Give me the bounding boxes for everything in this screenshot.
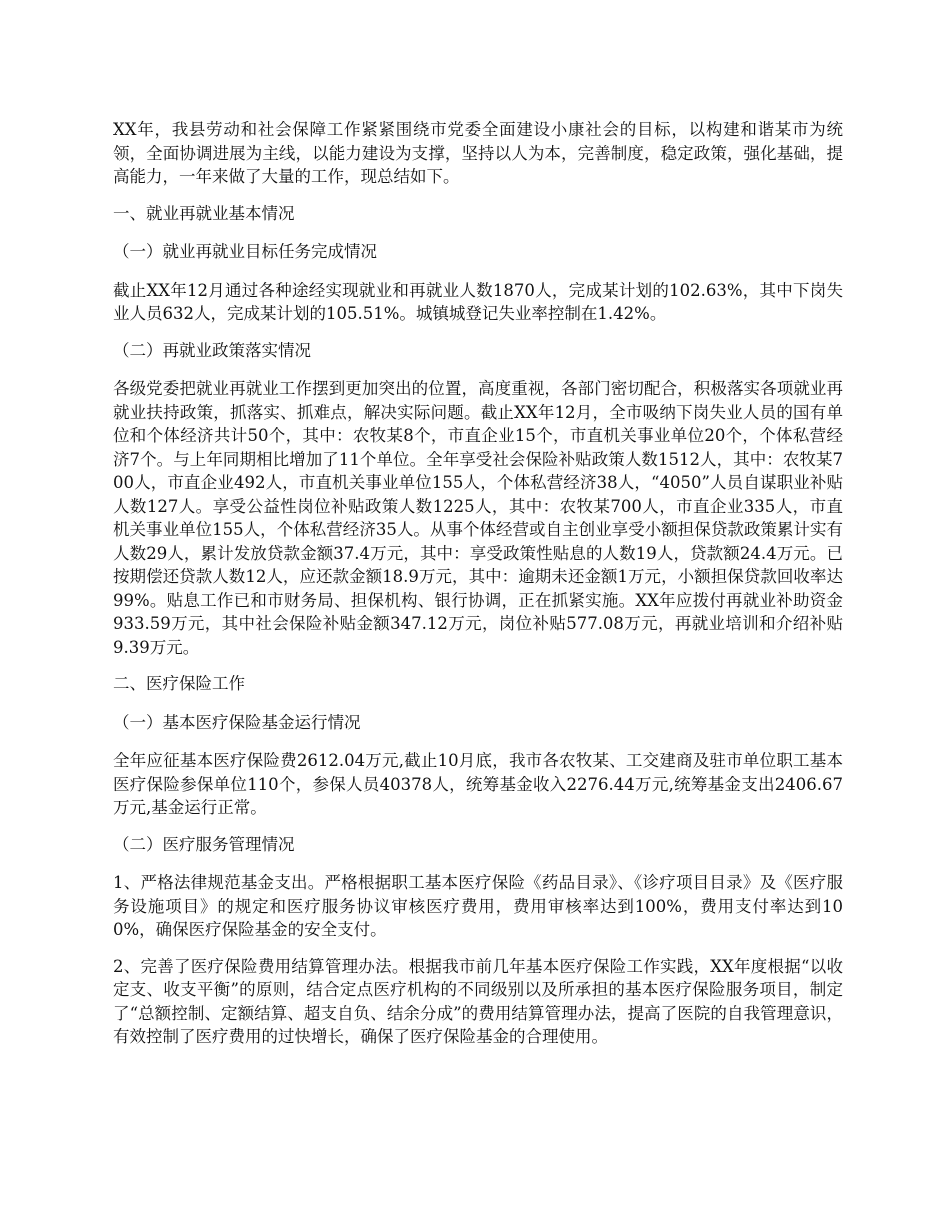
intro-paragraph: XX年，我县劳动和社会保障工作紧紧围绕市党委全面建设小康社会的目标，以构建和谐某市为统领，全面协调进展为主线，以能力建设为支撑，坚持以人为本，完善制度，稳定政策，强化基础，提高能力，一年来做了大量的工作，现总结如下。 <box>113 120 843 186</box>
section-2-list-item-2: 2、完善了医疗保险费用结算管理办法。根据我市前几年基本医疗保险工作实践，XX年度根据“以收定支、收支平衡”的原则，结合定点医疗机构的不同级别以及所承担的基本医疗保险服务项目，制定了“总额控制、定额结算、超支自负、结余分成”的费用结算管理办法，提高了医院的自我管理意识，有效控制了医疗费用的过快增长，确保了医疗保险基金的合理使用。 <box>113 956 843 1046</box>
document-page <box>113 118 843 1062</box>
section-1-paragraph-2: 各级党委把就业再就业工作摆到更加突出的位置，高度重视，各部门密切配合，积极落实各项就业再就业扶持政策，抓落实、抓难点，解决实际问题。截止XX年12月，全市吸纳下岗失业人员的国有单位和个体经济共计50个，其中：农牧某8个，市直企业15个，市直机关事业单位20个，个体私营经济7个。与上年同期相比增加了11个单位。全年享受社会保险补贴政策人数1512人，其中：农牧某700人，市直企业492人，市直机关事业单位155人，个体私营经济38人，“4050”人员自谋职业补贴人数127人。享受公益性岗位补贴政策人数1225人，其中：农牧某700人，市直企业335人，市直机关事业单位155人，个体私营经济35人。从事个体经营或自主创业享受小额担保贷款政策累计实有人数29人，累计发放贷款金额37.4万元，其中：享受政策性贴息的人数19人，贷款额24.4万元。已按期偿还贷款人数12人，应还款金额18.9万元，其中：逾期未还金额1万元，小额担保贷款回收率达99%。贴息工作已和市财务局、担保机构、银行协调，正在抓紧实施。XX年应拨付再就业补助资金933.59万元，其中社会保险补贴金额347.12万元，岗位补贴577.08万元，再就业培训和介绍补贴9.39万元。 <box>113 379 843 657</box>
section-2-subheading-2: （二）医疗服务管理情况 <box>113 834 295 854</box>
section-2-paragraph-1: 全年应征基本医疗保险费2612.04万元,截止10月底，我市各农牧某、工交建商及驻市单位职工基本医疗保险参保单位110个，参保人员40378人，统筹基金收入2276.44万元,统筹基金支出2406.67万元,基金运行正常。 <box>113 751 843 817</box>
section-2-list-item-1: 1、严格法律规范基金支出。严格根据职工基本医疗保险《药品目录》、《诊疗项目目录》及《医疗服务设施项目》的规定和医疗服务协议审核医疗费用，费用审核率达到100%，费用支付率达到100%，确保医疗保险基金的安全支付。 <box>113 873 843 939</box>
section-1-subheading-1: （一）就业再就业目标任务完成情况 <box>113 242 377 261</box>
section-1-paragraph-1: 截止XX年12月通过各种途经实现就业和再就业人数1870人，完成某计划的102.63%，其中下岗失业人员632人，完成某计划的105.51%。城镇城登记失业率控制在1.42%。 <box>113 280 843 323</box>
section-1-subheading-2: （二）再就业政策落实情况 <box>113 340 311 360</box>
section-1-heading: 一、就业再就业基本情况 <box>113 203 295 223</box>
section-2-subheading-1: （一）基本医疗保险基金运行情况 <box>113 712 361 732</box>
section-2-heading: 二、医疗保险工作 <box>113 674 245 693</box>
